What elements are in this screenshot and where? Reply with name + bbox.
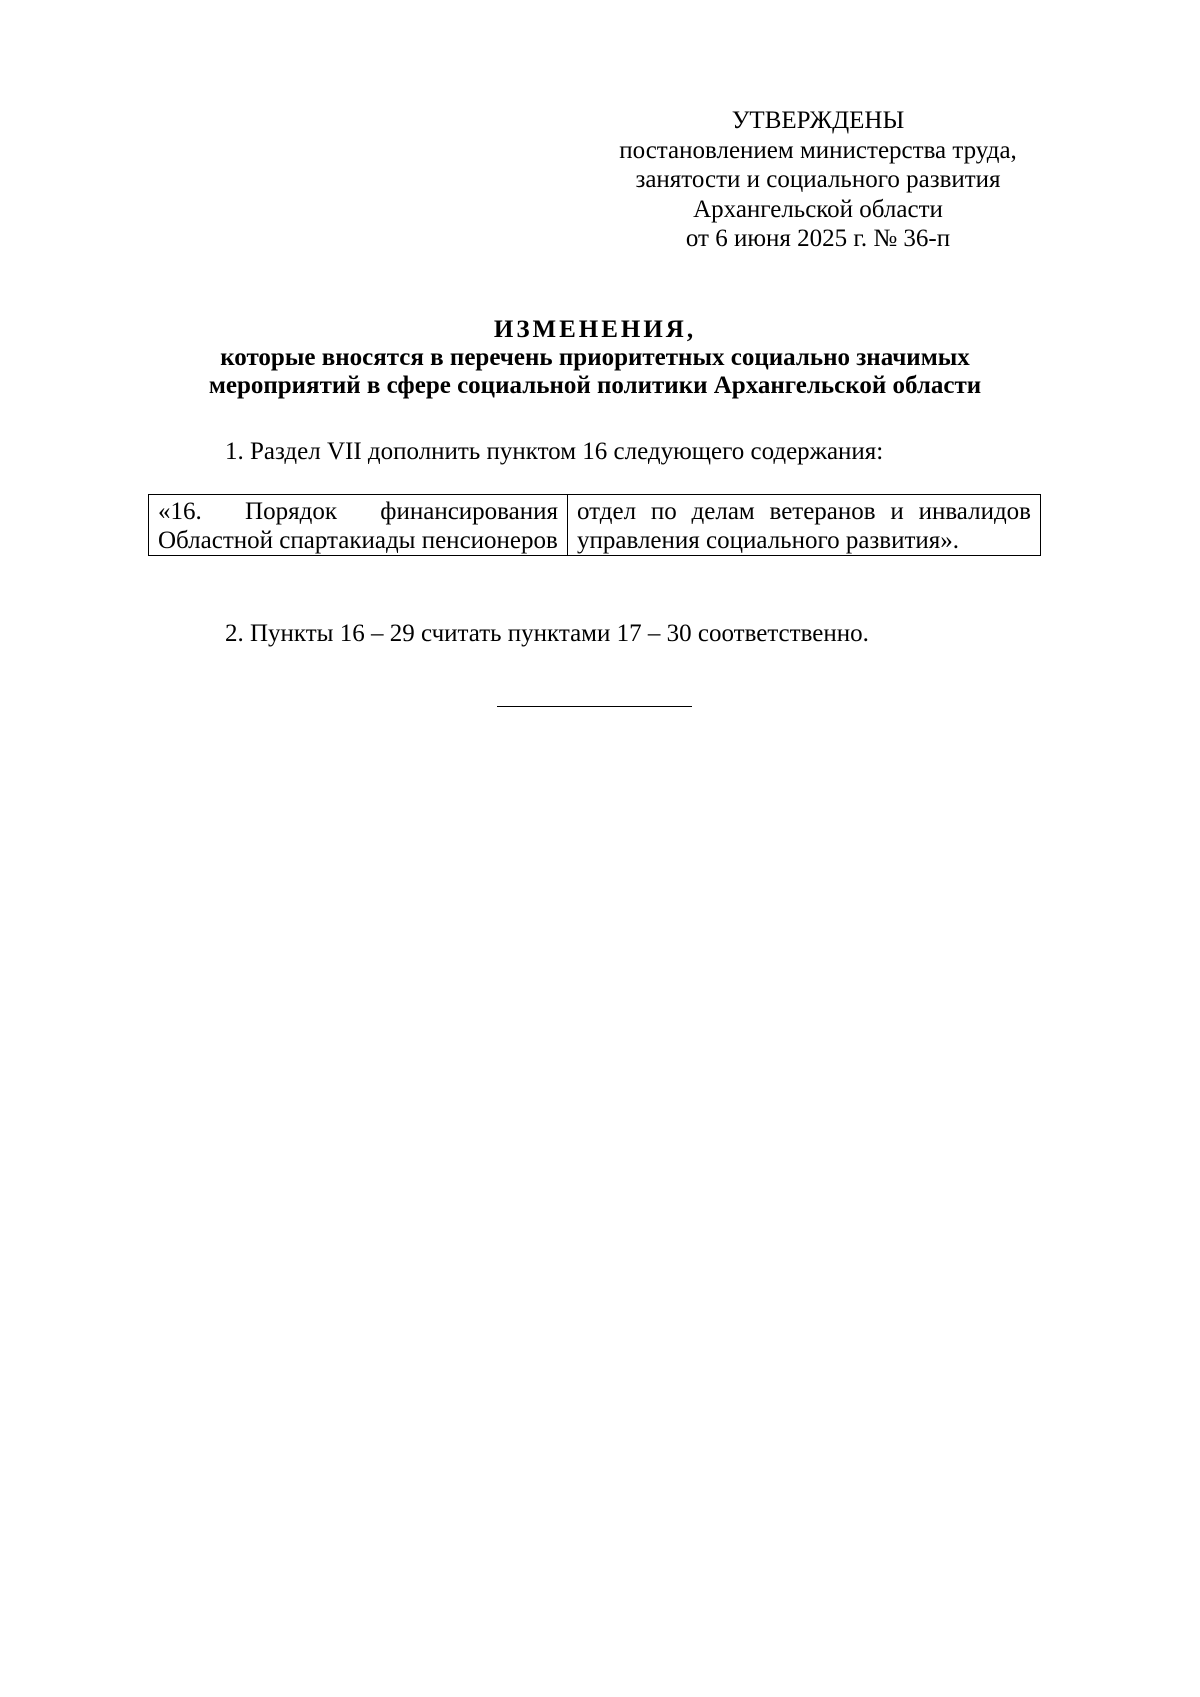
end-divider — [497, 706, 692, 707]
approval-line: занятости и социального развития — [635, 166, 1001, 193]
title-subtitle-line: мероприятий в сфере социальной политики Архангельской области — [208, 372, 982, 399]
document-title — [150, 316, 1040, 400]
approval-heading: УТВЕРЖДЕНЫ — [731, 107, 905, 134]
table-cell-responsible: отдел по делам ветеранов и инвалидов управления социального развития». — [568, 495, 1041, 556]
paragraph-2: 2. Пункты 16 – 29 считать пунктами 17 – 30 соответственно. — [225, 620, 869, 647]
title-subtitle-line: которые вносятся в перечень приоритетных социально значимых — [220, 344, 970, 371]
table-row — [149, 495, 1041, 556]
table-cell-event: «16. Порядок финансирования Областной спартакиады пенсионеров — [149, 495, 568, 556]
approval-block — [600, 106, 1036, 254]
title-heading: ИЗМЕНЕНИЯ, — [493, 316, 697, 343]
approval-line: от 6 июня 2025 г. № 36-п — [685, 225, 951, 252]
approval-line: Архангельской области — [693, 195, 943, 223]
paragraph-1: 1. Раздел VII дополнить пунктом 16 следующего содержания: — [225, 438, 884, 465]
amendment-table — [148, 494, 1041, 556]
approval-line: постановлением министерства труда, — [619, 136, 1017, 164]
